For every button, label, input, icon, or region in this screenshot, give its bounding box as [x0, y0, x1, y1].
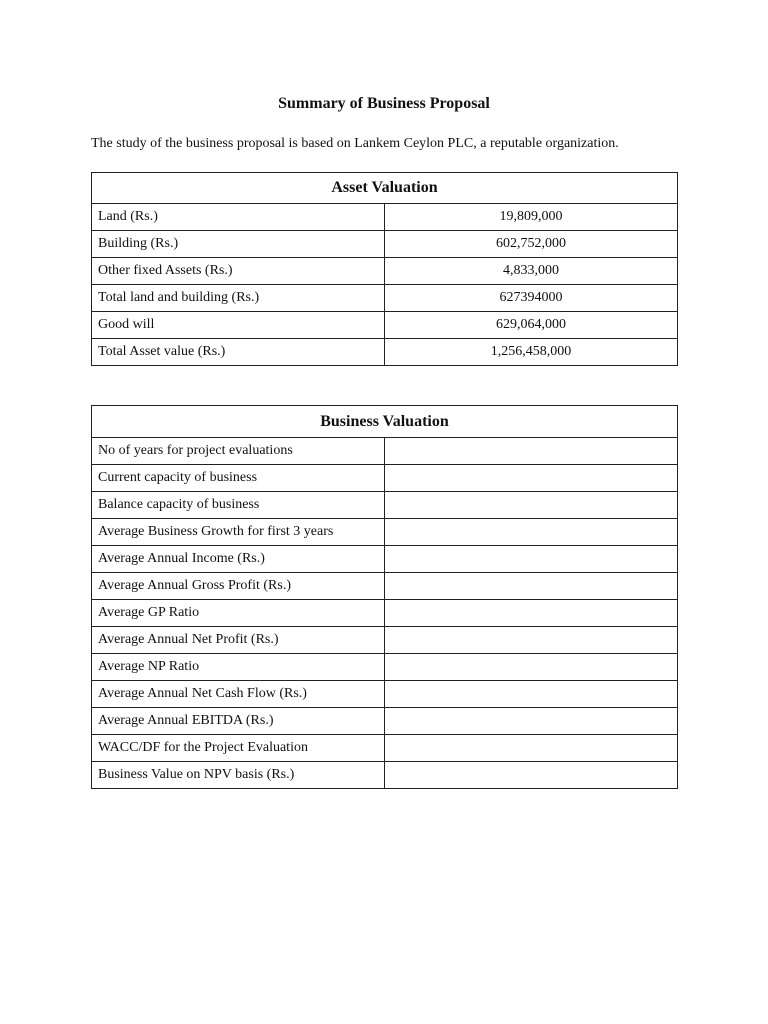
asset-valuation-heading: Asset Valuation	[92, 173, 678, 204]
row-value-cell	[385, 600, 678, 627]
row-label: Total Asset value (Rs.)	[92, 339, 385, 366]
table-row	[92, 465, 678, 492]
row-label: Other fixed Assets (Rs.)	[92, 258, 385, 285]
intro-paragraph: The study of the business proposal is based on Lankem Ceylon PLC, a reputable organization.	[91, 136, 619, 151]
table-header-row	[92, 406, 678, 438]
page-title: Summary of Business Proposal	[278, 95, 490, 112]
row-label: Building (Rs.)	[92, 231, 385, 258]
row-value: 629,064,000	[385, 312, 678, 339]
row-value-cell	[385, 573, 678, 600]
row-label: WACC/DF for the Project Evaluation	[92, 735, 385, 762]
row-value-cell	[385, 681, 678, 708]
table-row	[92, 231, 678, 258]
row-value-cell	[385, 627, 678, 654]
table-row	[92, 492, 678, 519]
business-valuation-table	[91, 405, 678, 789]
row-value: 19,809,000	[385, 204, 678, 231]
table-row	[92, 735, 678, 762]
row-value: 602,752,000	[385, 231, 678, 258]
table-row	[92, 573, 678, 600]
row-label: Land (Rs.)	[92, 204, 385, 231]
table-row	[92, 519, 678, 546]
row-label: Average GP Ratio	[92, 600, 385, 627]
row-label: Average Business Growth for first 3 years	[92, 519, 385, 546]
row-value-cell	[385, 762, 678, 789]
row-label: Total land and building (Rs.)	[92, 285, 385, 312]
row-value-cell	[385, 438, 678, 465]
row-label: Balance capacity of business	[92, 492, 385, 519]
row-value-cell	[385, 492, 678, 519]
row-label: Good will	[92, 312, 385, 339]
table-row	[92, 654, 678, 681]
table-row	[92, 762, 678, 789]
row-value-cell	[385, 546, 678, 573]
row-label: Current capacity of business	[92, 465, 385, 492]
table-row	[92, 438, 678, 465]
table-row	[92, 627, 678, 654]
asset-valuation-table	[91, 172, 678, 366]
row-label: Average Annual Net Cash Flow (Rs.)	[92, 681, 385, 708]
row-value-cell	[385, 708, 678, 735]
business-valuation-heading: Business Valuation	[92, 406, 678, 438]
table-row	[92, 600, 678, 627]
table-row	[92, 681, 678, 708]
row-label: Average Annual EBITDA (Rs.)	[92, 708, 385, 735]
table-row	[92, 312, 678, 339]
row-value-cell	[385, 735, 678, 762]
table-row	[92, 708, 678, 735]
table-row	[92, 546, 678, 573]
row-value-cell	[385, 519, 678, 546]
row-label: No of years for project evaluations	[92, 438, 385, 465]
table-row	[92, 204, 678, 231]
row-label: Average Annual Income (Rs.)	[92, 546, 385, 573]
table-row	[92, 339, 678, 366]
row-value: 627394000	[385, 285, 678, 312]
row-value: 4,833,000	[385, 258, 678, 285]
row-label: Average NP Ratio	[92, 654, 385, 681]
table-header-row	[92, 173, 678, 204]
table-row	[92, 258, 678, 285]
row-label: Average Annual Gross Profit (Rs.)	[92, 573, 385, 600]
row-label: Average Annual Net Profit (Rs.)	[92, 627, 385, 654]
row-label: Business Value on NPV basis (Rs.)	[92, 762, 385, 789]
row-value-cell	[385, 465, 678, 492]
table-row	[92, 285, 678, 312]
row-value-cell	[385, 654, 678, 681]
row-value: 1,256,458,000	[385, 339, 678, 366]
